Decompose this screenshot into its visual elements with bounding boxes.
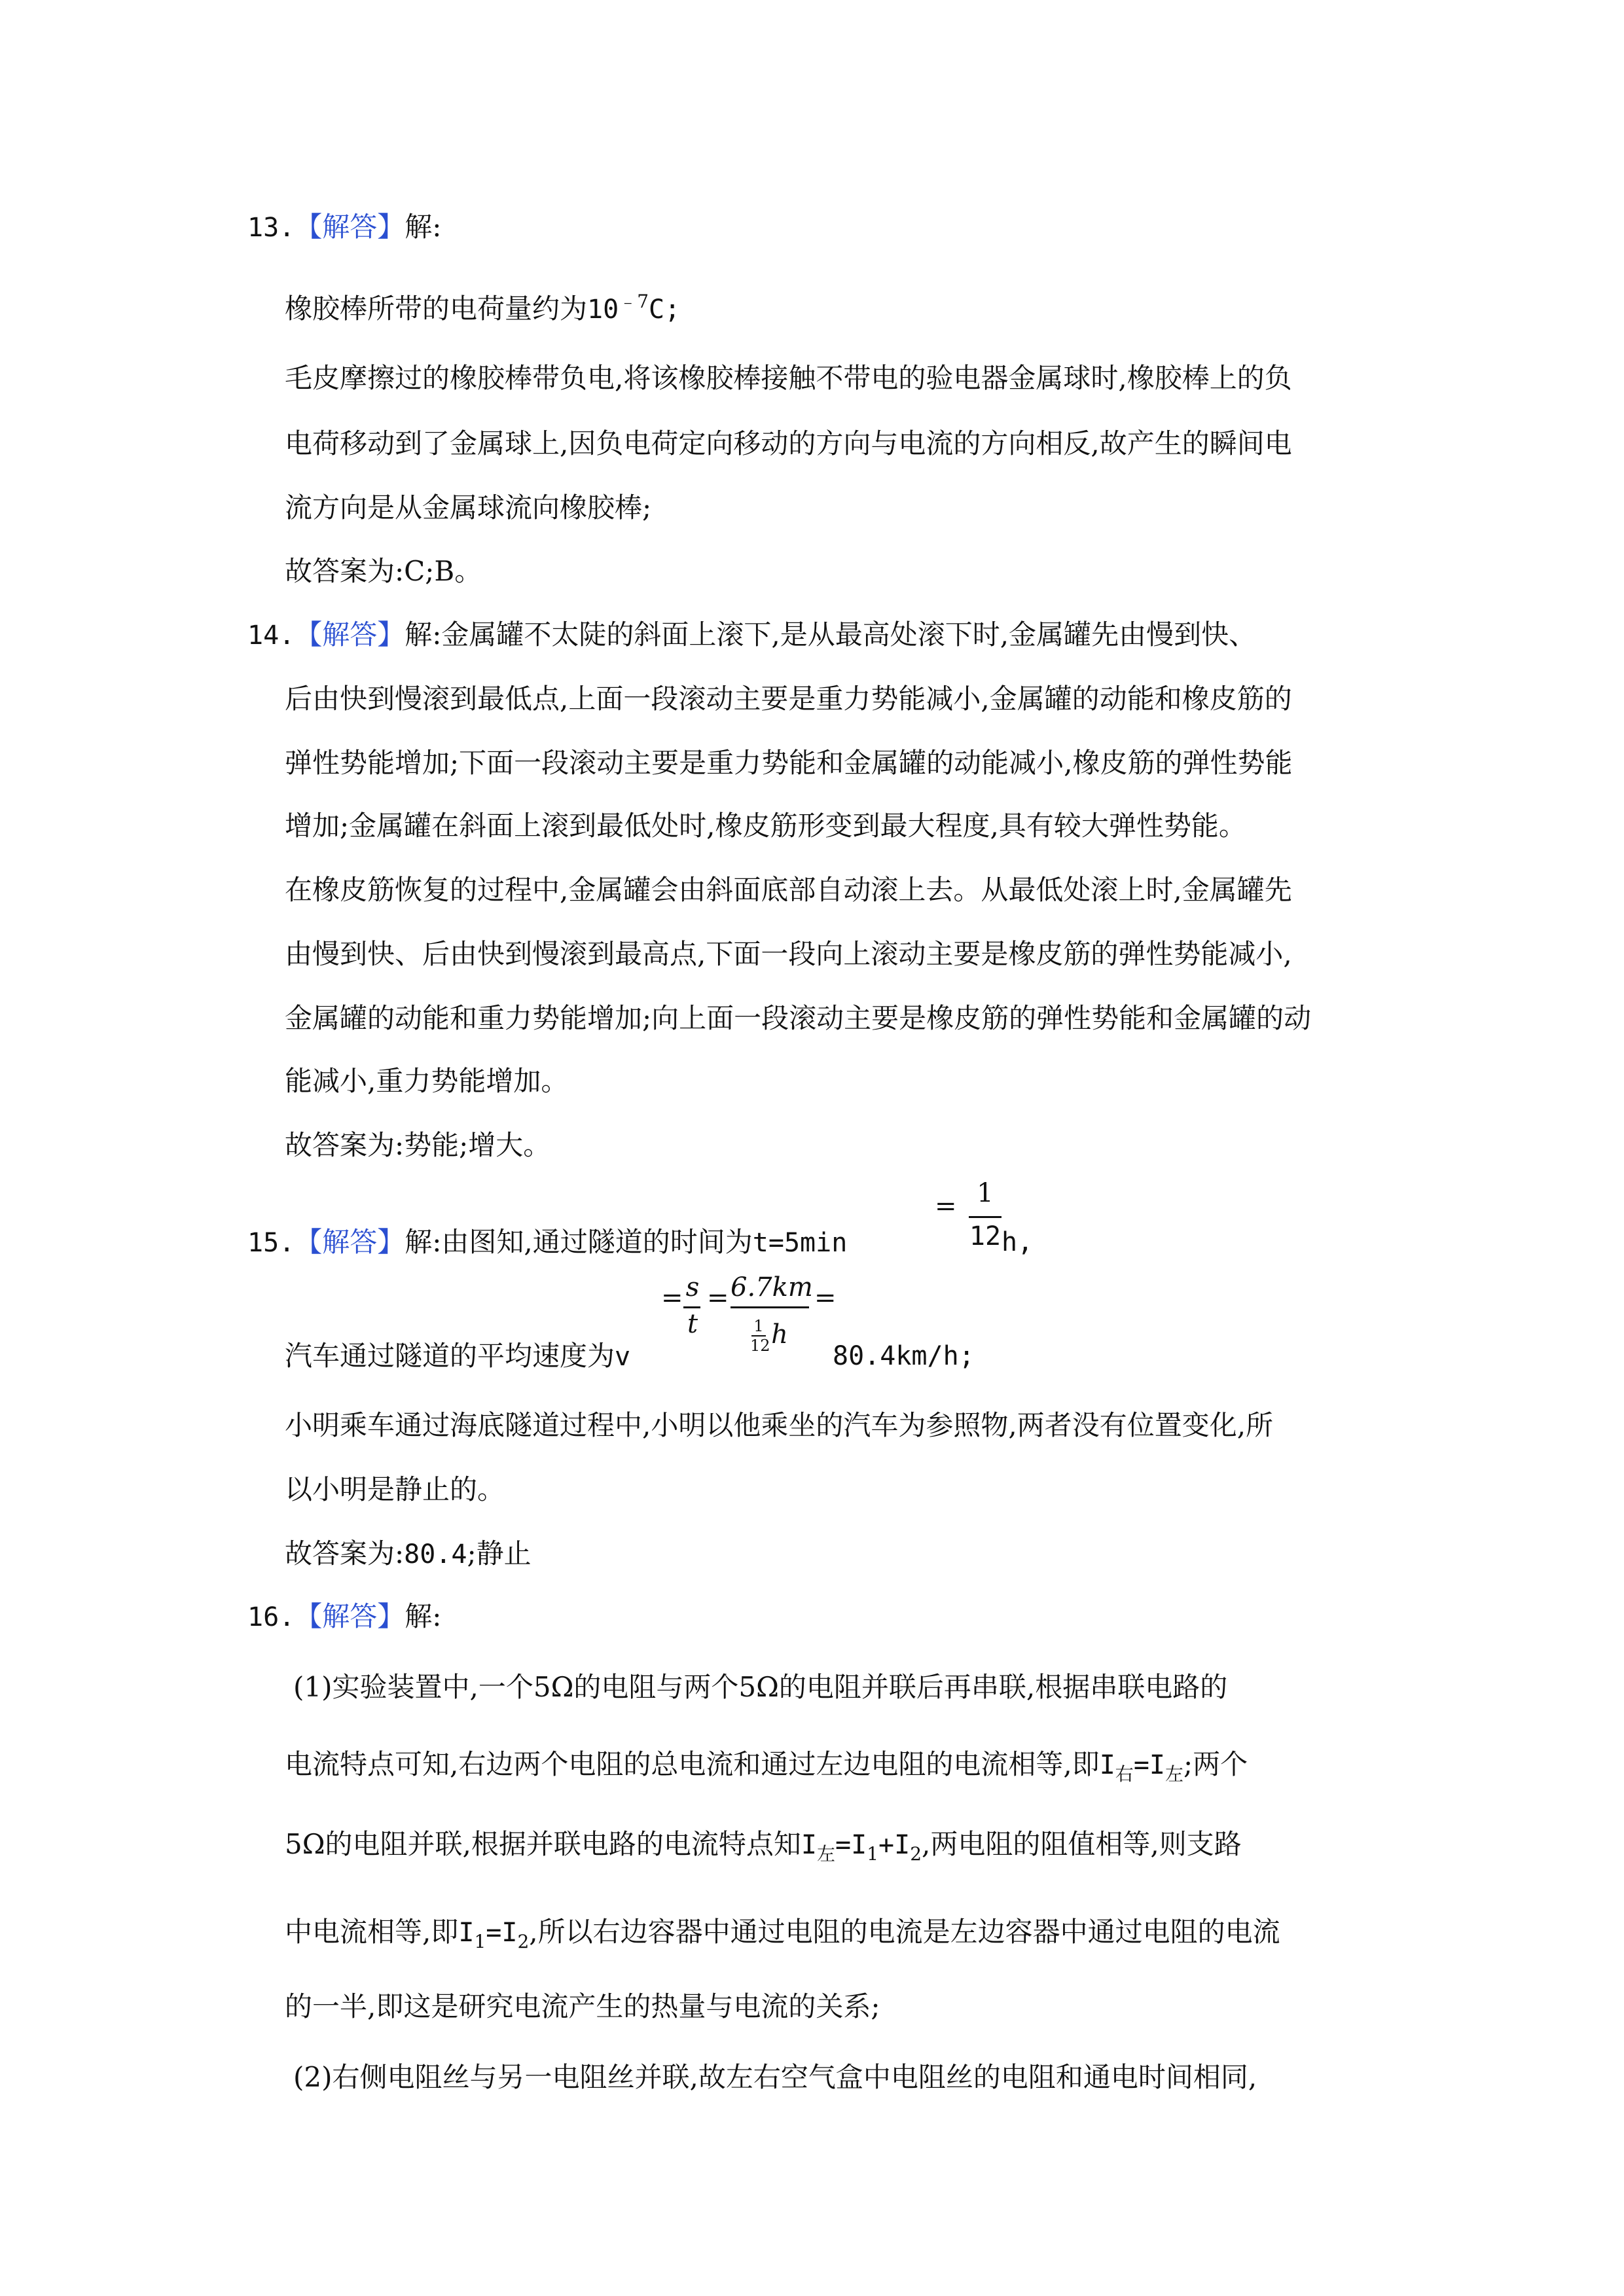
q15-eq-sign-3: = (707, 1283, 729, 1313)
q16-jie: 解: (405, 1600, 442, 1632)
q13-line-1: 橡胶棒所带的电荷量约为$10^{﹣7}C$; (285, 291, 681, 325)
q15-hour-unit: h, (1001, 1227, 1034, 1257)
q15-frac3-bar (731, 1306, 809, 1308)
q15-line-1: 15.【解答】解:由图知,通过隧道的时间为t=5min (247, 1226, 848, 1258)
q14-line-2: 后由快到慢滚到最低点,上面一段滚动主要是重力势能减小,金属罐的动能和橡皮筋的 (285, 683, 1292, 715)
q13-jie: 解: (405, 211, 442, 243)
q15-eq-sign-2: = (661, 1283, 683, 1313)
q15-line-4: 以小明是静止的。 (285, 1473, 505, 1505)
q14-line-1: 14.【解答】解:金属罐不太陡的斜面上滚下,是从最高处滚下时,金属罐先由慢到快、 (247, 619, 1257, 651)
q13-number: 13. (247, 213, 295, 243)
q16-number: 16. (247, 1602, 295, 1632)
q16-line-6: (2)右侧电阻丝与另一电阻丝并联,故左右空气盒中电阻丝的电阻和通电时间相同, (293, 2061, 1257, 2093)
q15-frac3-den-unit: h (771, 1319, 788, 1350)
q14-line-7: 金属罐的动能和重力势能增加;向上面一段滚动主要是橡皮筋的弹性势能和金属罐的动 (285, 1002, 1312, 1034)
q13-line-2: 毛皮摩擦过的橡胶棒带负电,将该橡胶棒接触不带电的验电器金属球时,橡胶棒上的负 (285, 362, 1292, 394)
q14-line-3: 弹性势能增加;下面一段滚动主要是重力势能和金属罐的动能减小,橡皮筋的弹性势能 (285, 747, 1293, 779)
q15-frac2-num: s (685, 1272, 700, 1302)
q14-line-9: 故答案为:势能;增大。 (285, 1129, 551, 1161)
q15-frac3-den-den: 12 (750, 1336, 770, 1355)
q16-heading (247, 1597, 441, 1637)
q13-heading (247, 207, 441, 247)
q15-line-2: 汽车通过隧道的平均速度为v (285, 1340, 631, 1372)
q16-line-1: (1)实验装置中,一个5Ω的电阻与两个5Ω的电阻并联后再串联,根据串联电路的 (293, 1671, 1228, 1703)
q14-answer-tag: 【解答】 (295, 619, 405, 651)
q15-eq-sign-1: = (935, 1191, 957, 1221)
q14-line-8: 能减小,重力势能增加。 (285, 1065, 569, 1097)
q16-line-5: 的一半,即这是研究电流产生的热量与电流的关系; (285, 1990, 880, 2022)
q15-line-5: 故答案为:80.4;静止 (285, 1537, 532, 1570)
q16-answer-tag: 【解答】 (295, 1600, 405, 1632)
q14-number: 14. (247, 620, 295, 651)
q15-frac1-num: 1 (977, 1178, 994, 1208)
q14-line-4: 增加;金属罐在斜面上滚到最低处时,橡皮筋形变到最大程度,具有较大弹性势能。 (285, 810, 1246, 842)
q13-line-4: 流方向是从金属球流向橡胶棒; (285, 492, 652, 524)
q15-frac3-den-num: 1 (753, 1317, 764, 1335)
q15-frac2-bar (683, 1306, 700, 1308)
q13-line-3: 电荷移动到了金属球上,因负电荷定向移动的方向与电流的方向相反,故产生的瞬间电 (285, 427, 1292, 459)
q13-line-5: 故答案为:C;B。 (285, 555, 482, 587)
q15-frac3-num: 6.7km (731, 1272, 813, 1302)
q14-line-5: 在橡皮筋恢复的过程中,金属罐会由斜面底部自动滚上去。从最低处滚上时,金属罐先 (285, 874, 1292, 906)
q15-frac2-den: t (687, 1309, 698, 1339)
q16-line-3: 5Ω的电阻并联,根据并联电路的电流特点知$I_左=I_1+I_2$,两电阻的阻值相等,则支路 (285, 1828, 1242, 1865)
q16-line-4: 中电流相等,即$I_1=I_2$,所以右边容器中通过电阻的电流是左边容器中通过电阻的电流 (285, 1916, 1280, 1952)
q14-line-6: 由慢到快、后由快到慢滚到最高点,下面一段向上滚动主要是橡皮筋的弹性势能减小, (285, 938, 1292, 970)
q13-answer-tag: 【解答】 (295, 211, 405, 243)
q15-frac1-den: 12 (969, 1221, 1001, 1251)
q15-line-3: 小明乘车通过海底隧道过程中,小明以他乘坐的汽车为参照物,两者没有位置变化,所 (285, 1409, 1274, 1441)
q15-frac1-bar (969, 1216, 1001, 1218)
q15-answer-tag: 【解答】 (295, 1226, 405, 1258)
q15-speed-result: 80.4km/h; (833, 1341, 975, 1371)
q15-eq-sign-4: = (814, 1283, 837, 1313)
q15-number: 15. (247, 1228, 295, 1258)
q16-line-2: 电流特点可知,右边两个电阻的总电流和通过左边电阻的电流相等,即$I_右=I_左$;两个 (285, 1748, 1248, 1785)
